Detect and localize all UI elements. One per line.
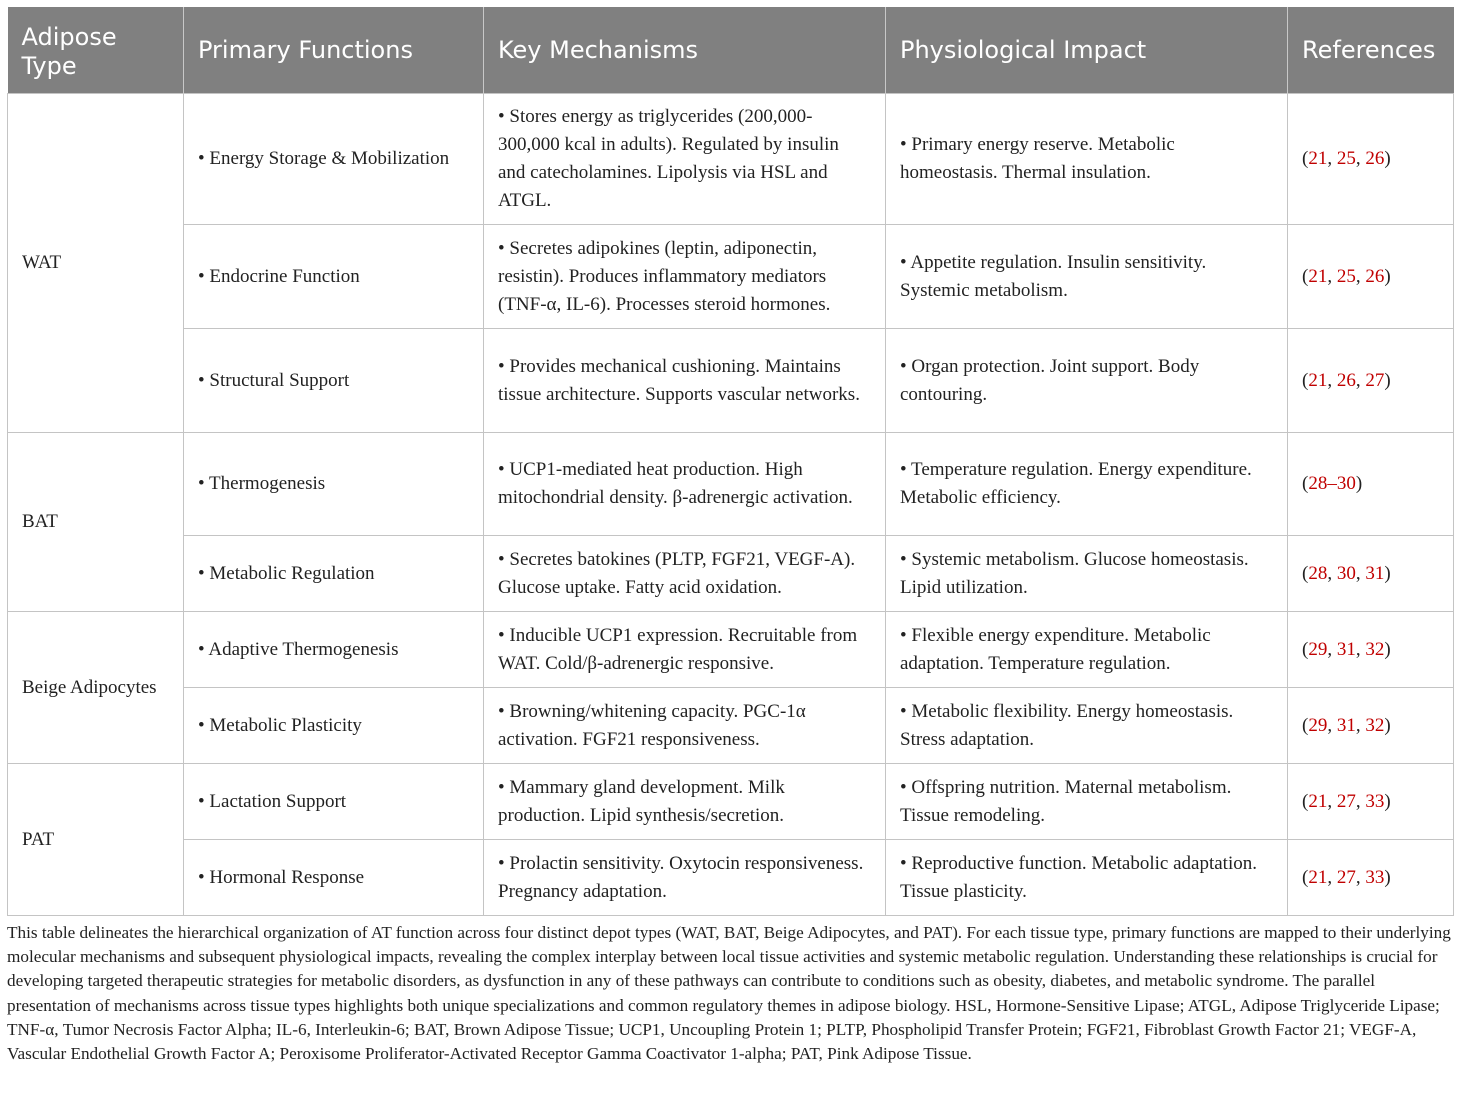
physiological-impact-cell: • Flexible energy expenditure. Metabolic adaptation. Temperature regulation.	[886, 612, 1288, 688]
primary-function-cell: • Hormonal Response	[184, 840, 484, 916]
key-mechanisms-cell: • Stores energy as triglycerides (200,000-300,000 kcal in adults). Regulated by insulin and catecholamines. Lipolysis via HSL and ATGL.	[484, 94, 886, 225]
reference-link[interactable]: 32	[1365, 714, 1385, 736]
references-cell: (29, 31, 32)	[1288, 612, 1454, 688]
reference-link[interactable]: 33	[1365, 866, 1385, 888]
primary-function-cell: • Metabolic Plasticity	[184, 688, 484, 764]
reference-link[interactable]: 29	[1308, 638, 1328, 660]
references-cell: (21, 27, 33)	[1288, 764, 1454, 840]
physiological-impact-cell: • Reproductive function. Metabolic adaptation. Tissue plasticity.	[886, 840, 1288, 916]
references-cell: (21, 26, 27)	[1288, 329, 1454, 433]
key-mechanisms-cell: • Browning/whitening capacity. PGC-1α activation. FGF21 responsiveness.	[484, 688, 886, 764]
header-row	[8, 7, 1454, 94]
reference-link[interactable]: 25	[1336, 148, 1356, 169]
table-caption: This table delineates the hierarchical organization of AT function across four distinct depot types (WAT, BAT, Beige Adipocytes, and PAT). For each tissue type, primary functions are mapped to their underlying molecular mechanisms and subsequent physiological impacts, revealing the complex interplay between local tissue activities and systemic metabolic regulation. Understanding these relationships is crucial for developing targeted therapeutic strategies for metabolic disorders, as dysfunction in any of these pathways can contribute to conditions such as obesity, diabetes, and metabolic syndrome. The parallel presentation of mechanisms across tissue types highlights both unique specializations and common regulatory themes in adipose biology. HSL, Hormone-Sensitive Lipase; ATGL, Adipose Triglyceride Lipase; TNF-α, Tumor Necrosis Factor Alpha; IL-6, Interleukin-6; BAT, Brown Adipose Tissue; UCP1, Uncoupling Protein 1; PLTP, Phospholipid Transfer Protein; FGF21, Fibroblast Growth Factor 21; VEGF-A, Vascular Endothelial Growth Factor A; Peroxisome Proliferator-Activated Receptor Gamma Coactivator 1-alpha; PAT, Pink Adipose Tissue.	[7, 923, 1451, 1064]
primary-function-cell: • Lactation Support	[184, 764, 484, 840]
primary-function-cell: • Adaptive Thermogenesis	[184, 612, 484, 688]
table-row	[8, 329, 1454, 433]
reference-link[interactable]: 27	[1336, 866, 1356, 888]
table-row	[8, 612, 1454, 688]
reference-link[interactable]: 30	[1336, 562, 1356, 584]
reference-link[interactable]: 21	[1308, 790, 1328, 812]
table-row	[8, 94, 1454, 225]
reference-link[interactable]: 26	[1365, 265, 1385, 287]
references-cell: (21, 27, 33)	[1288, 840, 1454, 916]
reference-link[interactable]: 26	[1336, 369, 1356, 391]
header-references: References	[1288, 7, 1454, 94]
table-row	[8, 433, 1454, 536]
primary-function-cell: • Thermogenesis	[184, 433, 484, 536]
physiological-impact-cell: • Temperature regulation. Energy expenditure. Metabolic efficiency.	[886, 433, 1288, 536]
physiological-impact-cell: • Offspring nutrition. Maternal metabolism. Tissue remodeling.	[886, 764, 1288, 840]
table-container	[7, 7, 1453, 1066]
reference-link[interactable]: 28–30	[1308, 473, 1356, 494]
reference-link[interactable]: 31	[1365, 562, 1385, 584]
adipose-table	[7, 7, 1454, 916]
reference-link[interactable]: 21	[1308, 866, 1328, 888]
references-cell: (21, 25, 26)	[1288, 225, 1454, 329]
references-cell: (21, 25, 26)	[1288, 94, 1454, 225]
table-row	[8, 688, 1454, 764]
physiological-impact-cell: • Primary energy reserve. Metabolic homeostasis. Thermal insulation.	[886, 94, 1288, 225]
header-physiological-impact: Physiological Impact	[886, 7, 1288, 94]
reference-link[interactable]: 27	[1336, 790, 1356, 812]
key-mechanisms-cell: • Prolactin sensitivity. Oxytocin responsiveness. Pregnancy adaptation.	[484, 840, 886, 916]
table-header	[8, 7, 1454, 94]
references-cell: (29, 31, 32)	[1288, 688, 1454, 764]
reference-link[interactable]: 21	[1308, 265, 1328, 287]
primary-function-cell: • Endocrine Function	[184, 225, 484, 329]
key-mechanisms-cell: • UCP1-mediated heat production. High mitochondrial density. β-adrenergic activation.	[484, 433, 886, 536]
reference-link[interactable]: 32	[1365, 638, 1385, 660]
physiological-impact-cell: • Systemic metabolism. Glucose homeostasis. Lipid utilization.	[886, 536, 1288, 612]
references-cell: (28, 30, 31)	[1288, 536, 1454, 612]
adipose-type-cell: PAT	[8, 764, 184, 916]
primary-function-cell: • Metabolic Regulation	[184, 536, 484, 612]
table-body	[8, 94, 1454, 916]
key-mechanisms-cell: • Inducible UCP1 expression. Recruitable from WAT. Cold/β-adrenergic responsive.	[484, 612, 886, 688]
table-row	[8, 840, 1454, 916]
primary-function-cell: • Energy Storage & Mobilization	[184, 94, 484, 225]
header-adipose-type: Adipose Type	[8, 7, 184, 94]
reference-link[interactable]: 31	[1336, 714, 1356, 736]
reference-link[interactable]: 25	[1336, 265, 1356, 287]
header-key-mechanisms: Key Mechanisms	[484, 7, 886, 94]
primary-function-cell: • Structural Support	[184, 329, 484, 433]
header-primary-functions: Primary Functions	[184, 7, 484, 94]
physiological-impact-cell: • Metabolic flexibility. Energy homeostasis. Stress adaptation.	[886, 688, 1288, 764]
key-mechanisms-cell: • Secretes adipokines (leptin, adiponectin, resistin). Produces inflammatory mediators (TNF-α, IL-6). Processes steroid hormones.	[484, 225, 886, 329]
table-row	[8, 764, 1454, 840]
reference-link[interactable]: 28	[1308, 562, 1328, 584]
physiological-impact-cell: • Appetite regulation. Insulin sensitivity. Systemic metabolism.	[886, 225, 1288, 329]
adipose-type-cell: Beige Adipocytes	[8, 612, 184, 764]
physiological-impact-cell: • Organ protection. Joint support. Body contouring.	[886, 329, 1288, 433]
reference-link[interactable]: 21	[1308, 369, 1328, 391]
reference-link[interactable]: 31	[1336, 638, 1356, 660]
adipose-type-cell: WAT	[8, 94, 184, 433]
key-mechanisms-cell: • Provides mechanical cushioning. Maintains tissue architecture. Supports vascular networks.	[484, 329, 886, 433]
key-mechanisms-cell: • Mammary gland development. Milk production. Lipid synthesis/secretion.	[484, 764, 886, 840]
key-mechanisms-cell: • Secretes batokines (PLTP, FGF21, VEGF-A). Glucose uptake. Fatty acid oxidation.	[484, 536, 886, 612]
reference-link[interactable]: 26	[1365, 148, 1385, 169]
table-row	[8, 225, 1454, 329]
table-row	[8, 536, 1454, 612]
reference-link[interactable]: 29	[1308, 714, 1328, 736]
reference-link[interactable]: 33	[1365, 790, 1385, 812]
references-cell: (28–30)	[1288, 433, 1454, 536]
reference-link[interactable]: 27	[1365, 369, 1385, 391]
adipose-type-cell: BAT	[8, 433, 184, 612]
reference-link[interactable]: 21	[1308, 148, 1328, 169]
